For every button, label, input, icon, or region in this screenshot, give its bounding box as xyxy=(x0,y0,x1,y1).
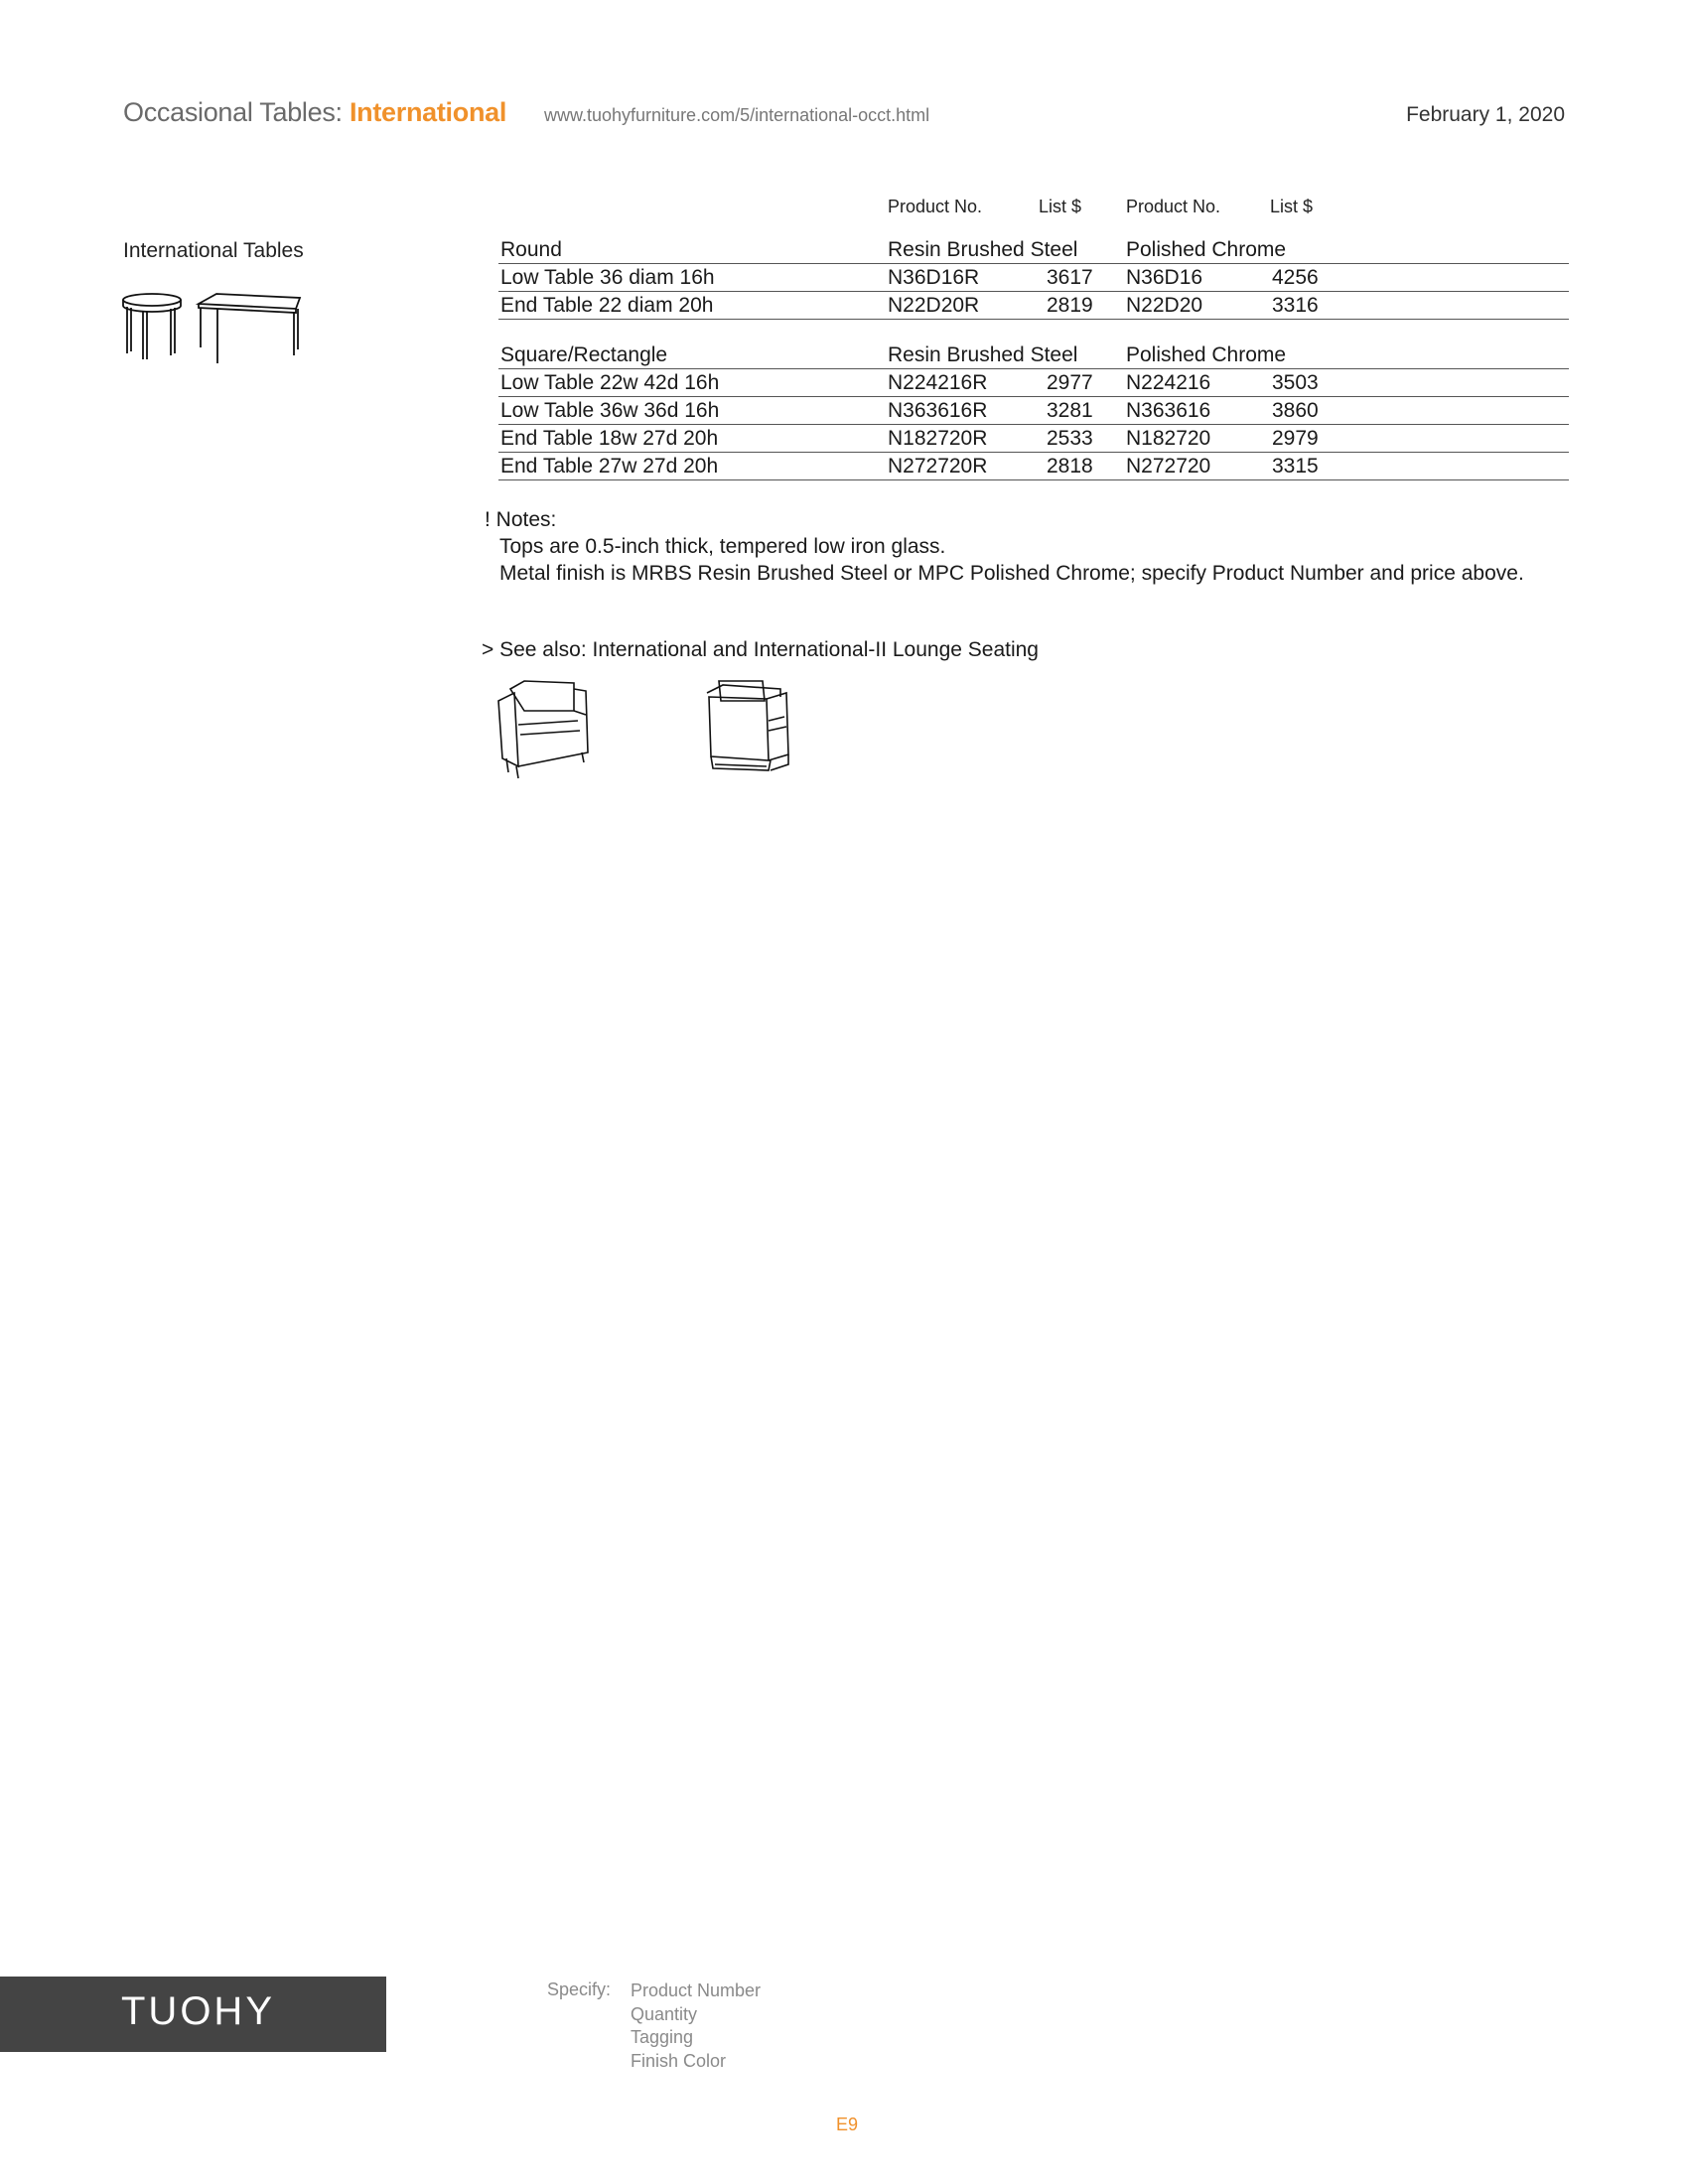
specify-item: Finish Color xyxy=(631,2050,727,2071)
section-title: International Tables xyxy=(123,239,304,262)
list-price: 2533 xyxy=(1047,427,1093,450)
note-line: Metal finish is MRBS Resin Brushed Steel or MPC Polished Chrome; specify Product Number and price above. xyxy=(499,562,1524,585)
product-number: N182720R xyxy=(888,427,988,450)
price-table-square xyxy=(498,341,1569,480)
brand-logo-bar xyxy=(0,1977,386,2052)
product-number: N272720 xyxy=(1126,455,1211,478)
finish-name: Resin Brushed Steel xyxy=(888,238,1078,261)
table-row xyxy=(498,453,1569,480)
product-number: N36D16R xyxy=(888,266,980,289)
list-price: 3503 xyxy=(1272,371,1319,394)
list-price: 3315 xyxy=(1272,455,1319,478)
page-title xyxy=(123,97,506,128)
list-price: 3860 xyxy=(1272,399,1319,422)
product-number: N36D16 xyxy=(1126,266,1203,289)
list-price: 2818 xyxy=(1047,455,1093,478)
specify-list xyxy=(631,1979,761,2073)
list-price: 2977 xyxy=(1047,371,1093,394)
table-row xyxy=(498,425,1569,453)
specify-label: Specify: xyxy=(547,1979,612,1999)
table-row xyxy=(498,292,1569,320)
lounge-chairs-illustration xyxy=(489,675,836,784)
col-header-list: List $ xyxy=(1270,197,1314,216)
page-number: E9 xyxy=(836,2115,859,2134)
list-price: 2819 xyxy=(1047,294,1093,317)
table-row xyxy=(498,264,1569,292)
title-prefix: Occasional Tables: xyxy=(123,97,350,127)
table-group-header xyxy=(498,236,1569,264)
list-price: 3316 xyxy=(1272,294,1319,317)
item-description: End Table 18w 27d 20h xyxy=(500,427,719,450)
note-line: Tops are 0.5-inch thick, tempered low iron glass. xyxy=(499,535,946,558)
table-row xyxy=(498,369,1569,397)
product-number: N363616R xyxy=(888,399,988,422)
group-name: Square/Rectangle xyxy=(500,343,668,366)
list-price: 3281 xyxy=(1047,399,1093,422)
notes-block xyxy=(485,506,1524,587)
item-description: Low Table 36 diam 16h xyxy=(500,266,715,289)
col-header-product-no: Product No. xyxy=(1126,197,1221,216)
column-headers xyxy=(496,197,1569,222)
title-accent: International xyxy=(349,97,507,127)
list-price: 2979 xyxy=(1272,427,1319,450)
col-header-list: List $ xyxy=(1039,197,1082,216)
item-description: Low Table 22w 42d 16h xyxy=(500,371,720,394)
specify-item: Quantity xyxy=(631,2003,698,2024)
table-row xyxy=(498,397,1569,425)
item-description: End Table 22 diam 20h xyxy=(500,294,714,317)
notes-heading: ! Notes: xyxy=(485,508,557,531)
finish-name: Polished Chrome xyxy=(1126,343,1287,366)
table-group-header xyxy=(498,341,1569,369)
finish-name: Polished Chrome xyxy=(1126,238,1287,261)
list-price: 4256 xyxy=(1272,266,1319,289)
finish-name: Resin Brushed Steel xyxy=(888,343,1078,366)
product-number: N224216R xyxy=(888,371,988,394)
col-header-product-no: Product No. xyxy=(888,197,983,216)
header-date: February 1, 2020 xyxy=(1406,103,1565,126)
product-number: N272720R xyxy=(888,455,988,478)
item-description: End Table 27w 27d 20h xyxy=(500,455,719,478)
tables-illustration xyxy=(121,290,305,365)
product-number: N363616 xyxy=(1126,399,1211,422)
specify-item: Tagging xyxy=(631,2027,694,2047)
product-number: N22D20R xyxy=(888,294,980,317)
product-number: N224216 xyxy=(1126,371,1211,394)
price-table-round xyxy=(498,236,1569,320)
product-number: N182720 xyxy=(1126,427,1211,450)
header-url-link[interactable]: www.tuohyfurniture.com/5/international-occt.html xyxy=(544,105,930,125)
see-also-link[interactable]: > See also: International and International-II Lounge Seating xyxy=(482,638,1039,661)
item-description: Low Table 36w 36d 16h xyxy=(500,399,720,422)
group-name: Round xyxy=(500,238,562,261)
list-price: 3617 xyxy=(1047,266,1093,289)
specify-item: Product Number xyxy=(631,1980,762,2000)
brand-logo: TUOHY xyxy=(121,1989,275,2033)
product-number: N22D20 xyxy=(1126,294,1203,317)
